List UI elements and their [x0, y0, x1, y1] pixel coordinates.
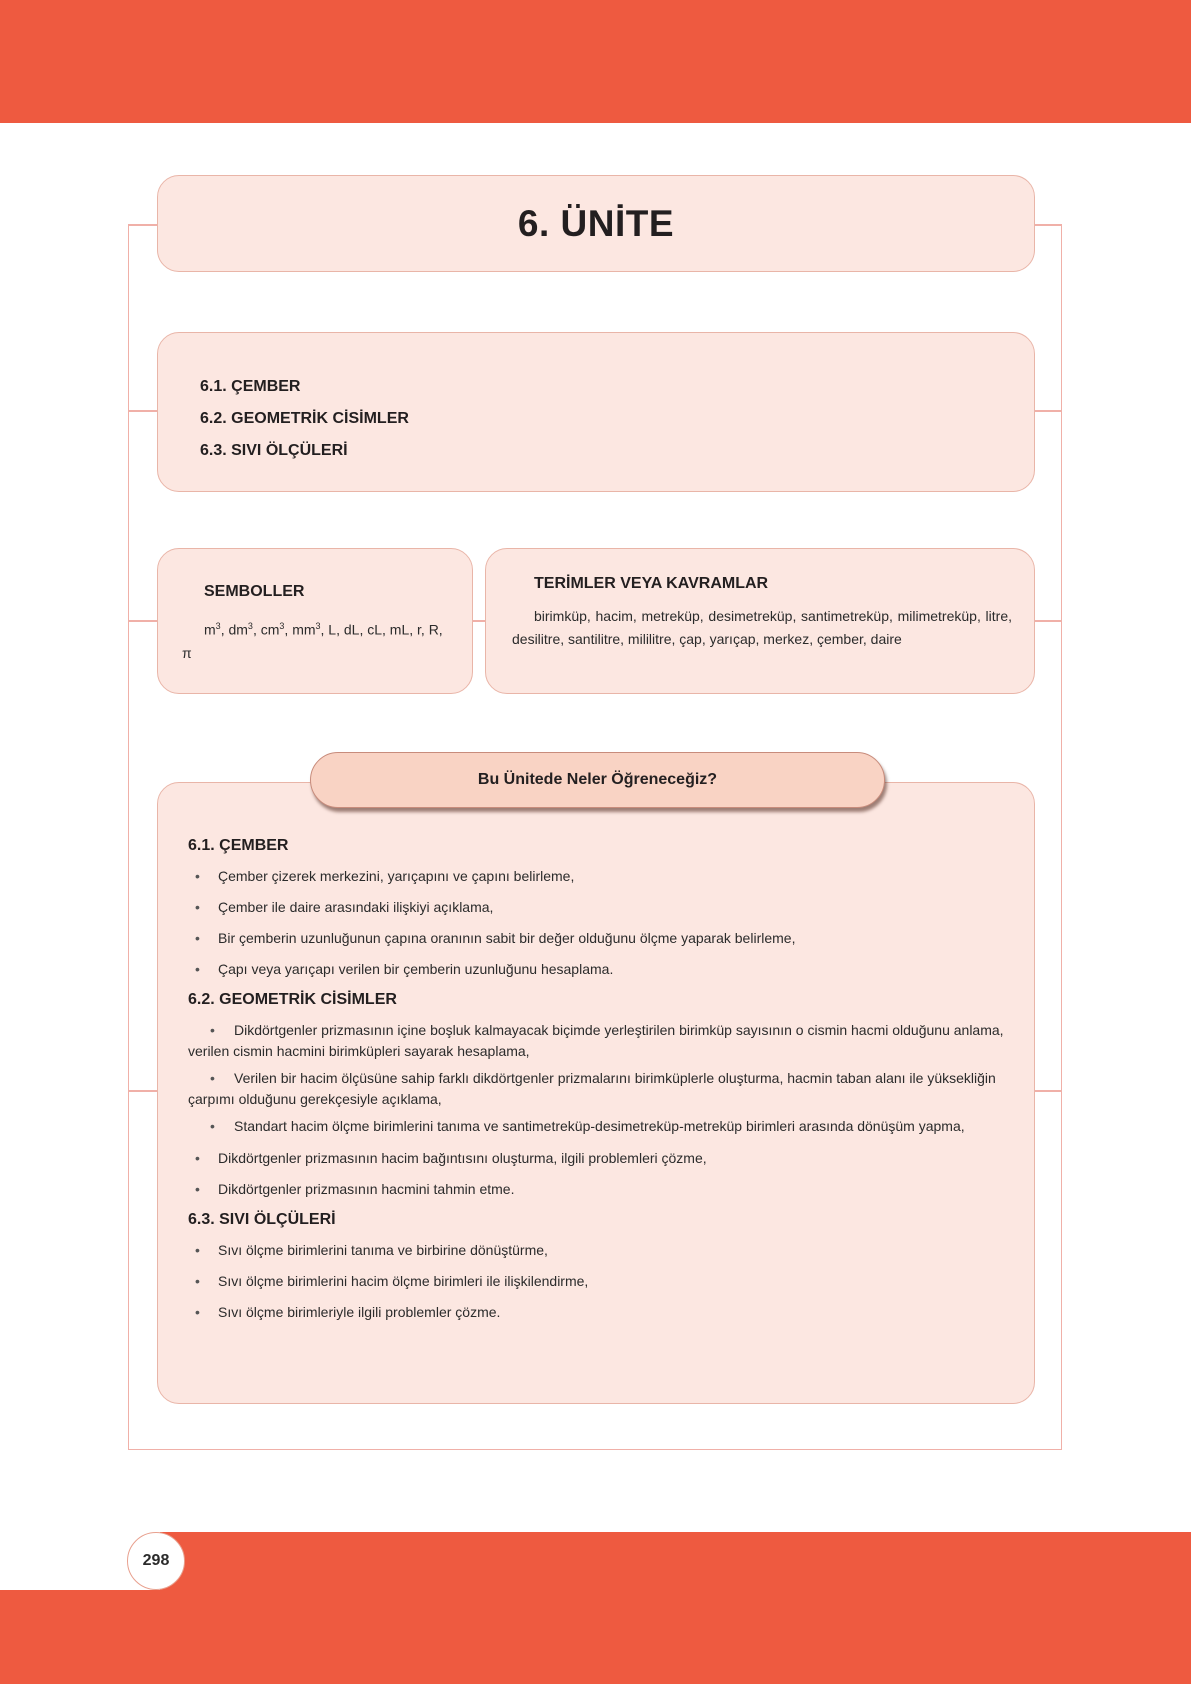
list-item: • Dikdörtgenler prizmasının hacim bağıntısını oluşturma, ilgili problemleri çözme, — [188, 1143, 1008, 1174]
list-item: • Sıvı ölçme birimlerini tanıma ve birbirine dönüştürme, — [188, 1235, 1008, 1266]
list-item: • Standart hacim ölçme birimlerini tanıma ve santimetreküp-desimetreküp-metreküp birimleri arasında dönüşüm yapma, — [210, 1118, 965, 1134]
connector-learn-left — [128, 1090, 158, 1092]
section-sivi-olculeri — [188, 1205, 1008, 1328]
list-item: • Dikdörtgenler prizmasının içine boşluk kalmayacak biçimde yerleştirilen birimküp sayısının o cismin hacmi olduğunu anlama, verilen cismin hacmini birimküpleri sayarak hesaplama, — [188, 1022, 1004, 1059]
learning-outcomes-pill: Bu Ünitede Neler Öğreneceğiz? — [310, 752, 885, 808]
terms-box — [485, 548, 1035, 694]
list-item: • Verilen bir hacim ölçüsüne sahip farklı dikdörtgenler prizmalarını birimküplerle oluşturma, hacmin taban alanı ile yüksekliğin çarpımı olduğunu gerekçesiyle açıklama, — [188, 1070, 996, 1107]
list-item: • Sıvı ölçme birimleriyle ilgili problemler çözme. — [188, 1297, 1008, 1328]
objectives-box — [157, 332, 1035, 492]
footer-band-upper — [160, 1532, 1191, 1592]
connector-learn-right — [1034, 1090, 1062, 1092]
learning-outcomes-box — [157, 782, 1035, 1404]
connector-objectives-right — [1034, 410, 1062, 412]
list-item: • Çember ile daire arasındaki ilişkiyi açıklama, — [188, 892, 1008, 923]
footer-band — [0, 1590, 1191, 1684]
objective-item: 6.3. SIVI ÖLÇÜLERİ — [200, 442, 348, 459]
frame-connector-right — [1034, 224, 1062, 226]
list-item: • Çember çizerek merkezini, yarıçapını ve çapını belirleme, — [188, 861, 1008, 892]
list-item: • Sıvı ölçme birimlerini hacim ölçme birimleri ile ilişkilendirme, — [188, 1266, 1008, 1297]
section-heading: 6.3. SIVI ÖLÇÜLERİ — [188, 1211, 336, 1228]
frame-connector-left — [128, 224, 158, 226]
connector-symbols-left — [128, 620, 158, 622]
connector-objectives-left — [128, 410, 158, 412]
list-item: • Bir çemberin uzunluğunun çapına oranının sabit bir değer olduğunu ölçme yaparak belirleme, — [188, 923, 1008, 954]
section-cember — [188, 831, 1008, 985]
section-geometrik-cisimler — [188, 985, 1008, 1205]
symbols-text: $m^3$, $dm^3$, $cm^3$, $mm^3$, L, dL, cL, mL, r, R, π — [182, 621, 443, 661]
page-number: 298 — [127, 1532, 185, 1590]
terms-text: birimküp, hacim, metreküp, desimetreküp, santimetreküp, milimetreküp, litre, desilitre, santilitre, mililitre, çap, yarıçap, merkez, çember, daire — [512, 608, 1012, 647]
section-heading: 6.1. ÇEMBER — [188, 837, 289, 854]
objective-item: 6.2. GEOMETRİK CİSİMLER — [200, 410, 409, 427]
list-item: • Çapı veya yarıçapı verilen bir çemberin uzunluğunu hesaplama. — [188, 954, 1008, 985]
list-item: • Dikdörtgenler prizmasının hacmini tahmin etme. — [188, 1174, 1008, 1205]
unit-title: 6. ÜNİTE — [517, 202, 675, 244]
section-heading: 6.2. GEOMETRİK CİSİMLER — [188, 991, 397, 1008]
symbols-box — [157, 548, 473, 694]
terms-heading: TERİMLER VEYA KAVRAMLAR — [534, 575, 769, 592]
connector-middle — [472, 620, 486, 622]
unit-title-box — [157, 175, 1035, 272]
connector-terms-right — [1034, 620, 1062, 622]
symbols-heading: SEMBOLLER — [204, 583, 305, 600]
header-band — [0, 0, 1191, 123]
objective-item: 6.1. ÇEMBER — [200, 378, 301, 395]
